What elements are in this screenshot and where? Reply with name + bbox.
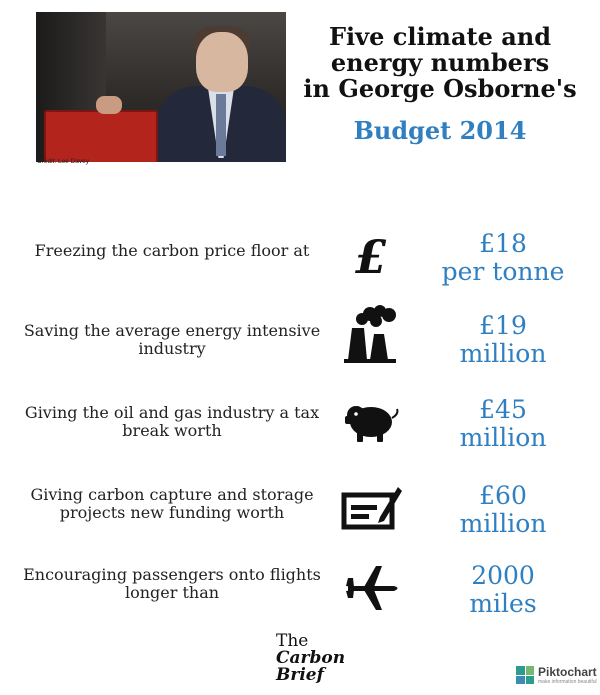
photo-red-budget-box: [44, 110, 158, 162]
item-label: Saving the average energy intensive industry: [23, 321, 321, 358]
header-photo: [36, 12, 286, 162]
value-line: £60: [479, 481, 527, 510]
pound-sign-icon: [338, 226, 404, 286]
logo-line: The: [276, 631, 309, 651]
item-value: [418, 230, 588, 286]
value-line: million: [459, 423, 547, 452]
value-line: million: [459, 509, 547, 538]
value-line: miles: [469, 589, 537, 618]
title-line: energy numbers: [330, 48, 550, 77]
piktochart-badge: [516, 665, 597, 685]
piggy-bank-icon: [338, 392, 404, 452]
value-line: per tonne: [441, 257, 565, 286]
item-label: Giving carbon capture and storage projects new funding worth: [30, 485, 314, 522]
title-line: in George Osborne's: [303, 74, 577, 103]
title-line: Five climate and: [328, 22, 551, 51]
svg-text:£: £: [354, 231, 388, 281]
item-value: [418, 562, 588, 618]
value-line: 2000: [471, 561, 535, 590]
page-subtitle: Budget 2014: [353, 116, 527, 145]
value-line: £18: [479, 229, 527, 258]
list-item: [0, 558, 600, 628]
photo-credit: Credit: Lee Davey: [37, 158, 90, 165]
logo-line: Brief: [276, 665, 324, 685]
list-item: [0, 476, 600, 546]
list-item: [0, 226, 600, 296]
list-item: [0, 392, 600, 462]
value-line: £19: [479, 311, 527, 340]
airplane-icon: [338, 558, 404, 618]
item-label: Encouraging passengers onto flights longer than: [23, 565, 321, 602]
page-title: [290, 24, 590, 102]
carbon-brief-logo: [276, 633, 345, 684]
item-value: [418, 312, 588, 368]
logo-line: Carbon: [276, 648, 346, 668]
piktochart-brand: Piktochart: [538, 665, 597, 679]
cheque-icon: [338, 476, 404, 536]
photo-hand: [96, 96, 122, 114]
piktochart-logo-icon: [516, 666, 534, 684]
value-line: £45: [479, 395, 527, 424]
piktochart-tagline: make information beautiful: [538, 679, 597, 685]
item-value: [418, 396, 588, 452]
item-value: [418, 482, 588, 538]
factory-icon: [338, 304, 404, 364]
item-label: Freezing the carbon price floor at: [34, 241, 310, 260]
list-item: [0, 308, 600, 378]
item-label: Giving the oil and gas industry a tax break worth: [24, 403, 320, 440]
value-line: million: [459, 339, 547, 368]
photo-tie: [216, 94, 226, 156]
photo-head: [196, 32, 248, 92]
